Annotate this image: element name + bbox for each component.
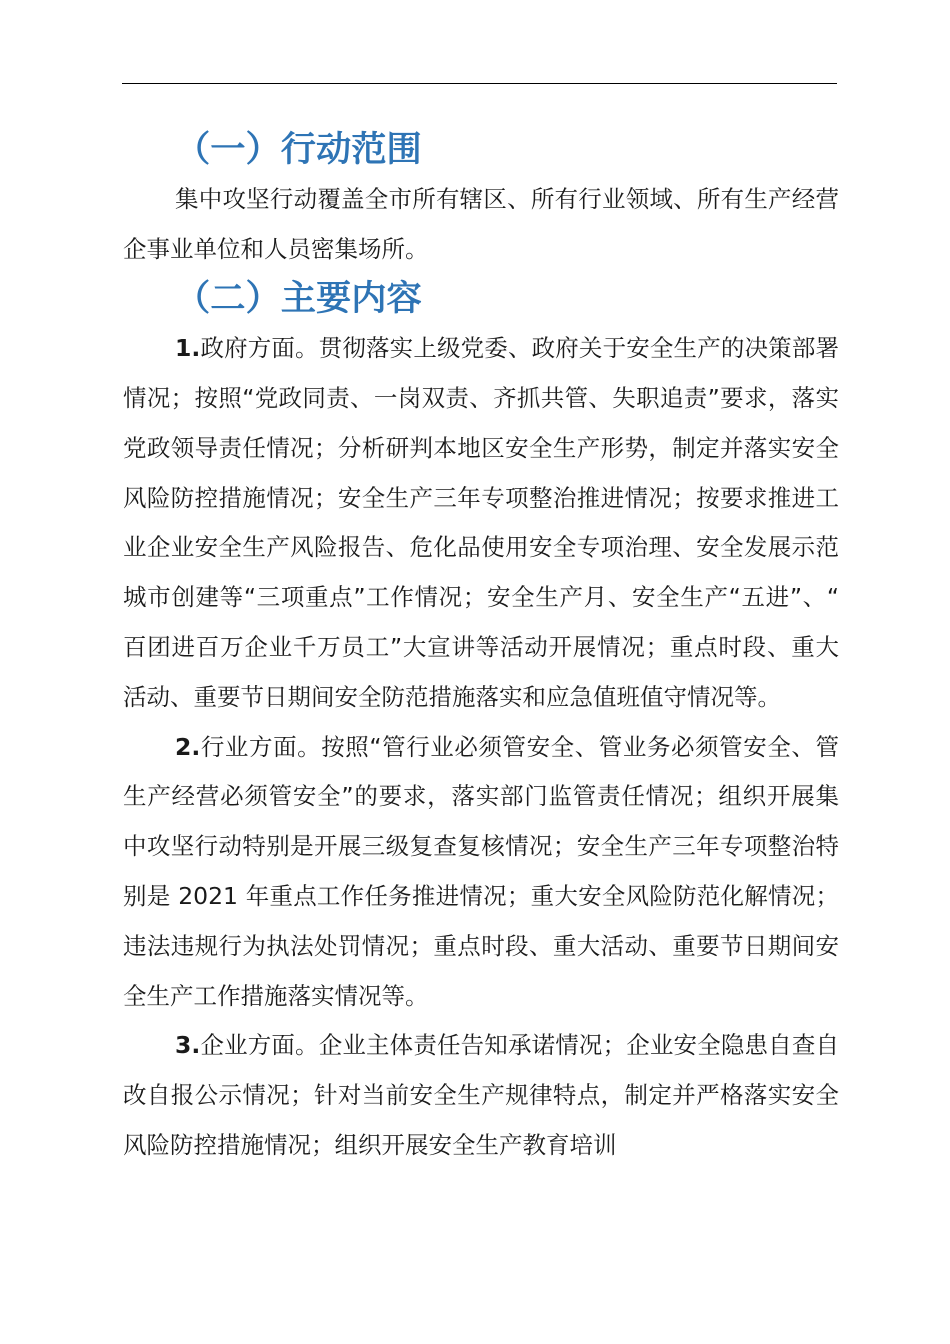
item-number: 1. xyxy=(175,334,201,363)
paragraph-enterprise xyxy=(123,1021,839,1170)
item-number: 2. xyxy=(175,732,201,761)
paragraph-government xyxy=(123,324,839,722)
paragraph-text: 企业方面。企业主体责任告知承诺情况；企业安全隐患自查自改自报公示情况；针对当前安全生产规律特点，制定并严格落实安全风险防控措施情况；组织开展安全生产教育培训 xyxy=(123,1031,839,1159)
paragraph-text: 行业方面。按照“管行业必须管安全、管业务必须管安全、管生产经营必须管安全”的要求，落实部门监管责任情况；组织开展集中攻坚行动特别是开展三级复查复核情况；安全生产三年专项整治特别是 2021 年重点工作任务推进情况；重大安全风险防范化解情况；违法违规行为执法处罚情况；重点时段、重大活动、重要节日期间安全生产工作措施落实情况等。 xyxy=(123,732,839,1010)
paragraph-scope xyxy=(123,175,839,275)
paragraph-industry xyxy=(123,723,839,1022)
section-heading-scope: （一）行动范围 xyxy=(175,129,422,170)
item-number: 3. xyxy=(175,1031,201,1060)
paragraph-text: 集中攻坚行动覆盖全市所有辖区、所有行业领域、所有生产经营企事业单位和人员密集场所。 xyxy=(123,184,839,263)
header-rule xyxy=(122,83,837,84)
section-heading-main-content: （二）主要内容 xyxy=(175,278,422,320)
document-body xyxy=(123,125,839,1171)
paragraph-text: 政府方面。贯彻落实上级党委、政府关于安全生产的决策部署情况；按照“党政同责、一岗双责、齐抓共管、失职追责”要求，落实党政领导责任情况；分析研判本地区安全生产形势，制定并落实安全风险防控措施情况；安全生产三年专项整治推进情况；按要求推进工业企业安全生产风险报告、危化品使用安全专项治理、安全发展示范城市创建等“三项重点”工作情况；安全生产月、安全生产“五进”、“百团进百万企业千万员工”大宣讲等活动开展情况；重点时段、重大活动、重要节日期间安全防范措施落实和应急值班值守情况等。 xyxy=(123,334,839,711)
